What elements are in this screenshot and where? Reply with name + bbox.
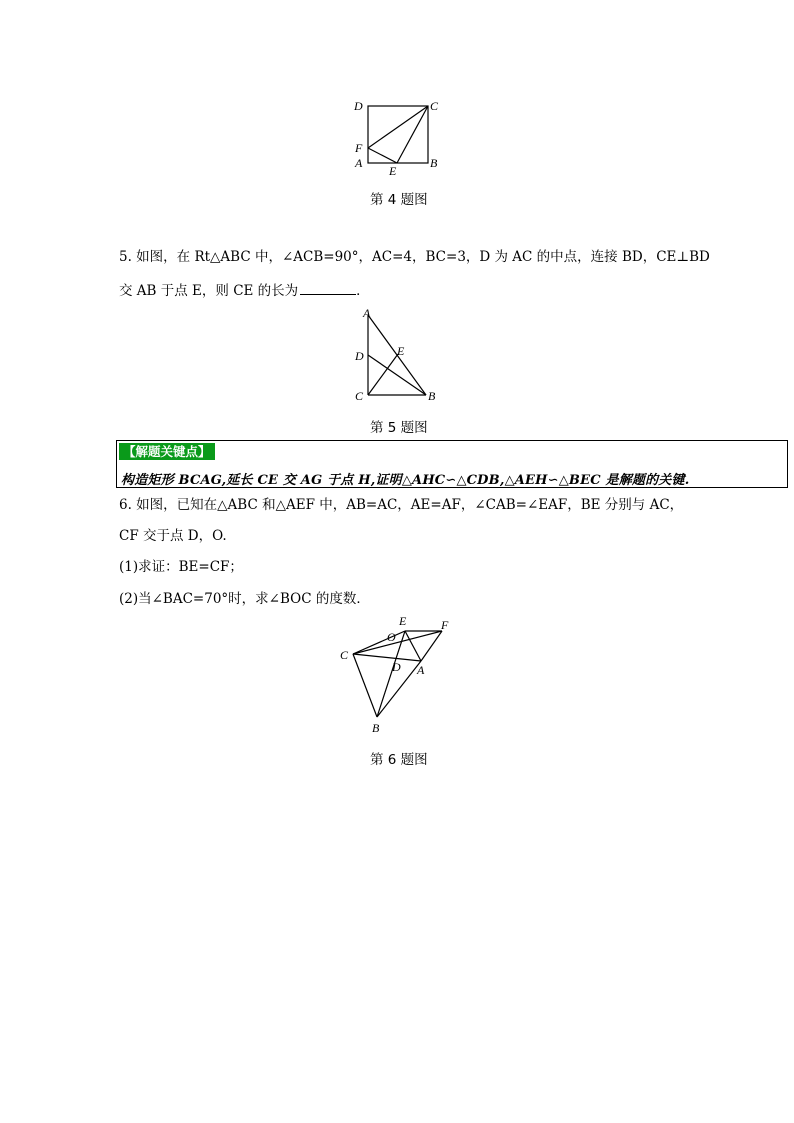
question-6-line-2: CF 交于点 D，O. bbox=[119, 528, 227, 544]
square-abcd bbox=[368, 106, 428, 163]
label-c: C bbox=[430, 99, 439, 113]
label-a: A bbox=[417, 663, 425, 677]
label-d: D bbox=[354, 99, 363, 113]
question-5-line-2-prefix: 交 AB 于点 E，则 CE 的长为 bbox=[119, 283, 299, 299]
label-f: F bbox=[441, 618, 449, 632]
question-5-line-2 bbox=[119, 283, 370, 299]
label-c: C bbox=[340, 648, 349, 662]
question-5-line-2-suffix: ． bbox=[356, 283, 370, 299]
figure-5 bbox=[350, 305, 445, 405]
segment-cb bbox=[353, 654, 377, 717]
label-e: E bbox=[389, 164, 397, 178]
label-a: A bbox=[363, 306, 371, 320]
key-points-box bbox=[116, 440, 788, 488]
figure-6 bbox=[335, 612, 460, 737]
segment-ce bbox=[368, 354, 398, 395]
question-5-line-1: 5. 如图，在 Rt△ABC 中，∠ACB=90°，AC=4，BC=3，D 为 AC 的中点，连接 BD，CE⊥BD bbox=[119, 249, 710, 265]
segment-db bbox=[368, 355, 426, 395]
segment-ec bbox=[397, 106, 428, 163]
label-c: C bbox=[355, 389, 364, 403]
segment-fc bbox=[368, 106, 428, 148]
label-f: F bbox=[355, 141, 363, 155]
label-b: B bbox=[372, 721, 380, 735]
key-points-text: 构造矩形 BCAG,延长 CE 交 AG 于点 H,证明△AHC∽△CDB,△AEH∽△BEC 是解题的关键. bbox=[121, 473, 690, 488]
label-b: B bbox=[428, 389, 436, 403]
key-points-title: 【解题关键点】 bbox=[119, 443, 215, 460]
segment-ca bbox=[353, 654, 421, 661]
figure-4 bbox=[340, 95, 450, 185]
figure-5-caption: 第 5 题图 bbox=[370, 420, 428, 436]
question-6-part-2: (2)当∠BAC=70°时，求∠BOC 的度数． bbox=[119, 591, 370, 607]
label-d: D bbox=[392, 660, 401, 674]
label-b: B bbox=[430, 156, 438, 170]
label-e: E bbox=[397, 344, 405, 358]
segment-ea bbox=[405, 631, 421, 661]
question-6-part-1: (1)求证：BE=CF； bbox=[119, 559, 243, 575]
label-d: D bbox=[355, 349, 364, 363]
label-a: A bbox=[355, 156, 363, 170]
answer-blank[interactable] bbox=[300, 283, 356, 295]
label-o: O bbox=[387, 630, 396, 644]
segment-fe bbox=[368, 148, 397, 163]
label-e: E bbox=[399, 614, 407, 628]
question-6-line-1: 6. 如图，已知在△ABC 和△AEF 中，AB=AC，AE=AF，∠CAB=∠EAF，BE 分别与 AC， bbox=[119, 497, 684, 513]
figure-6-caption: 第 6 题图 bbox=[370, 752, 428, 768]
figure-4-caption: 第 4 题图 bbox=[370, 192, 428, 208]
